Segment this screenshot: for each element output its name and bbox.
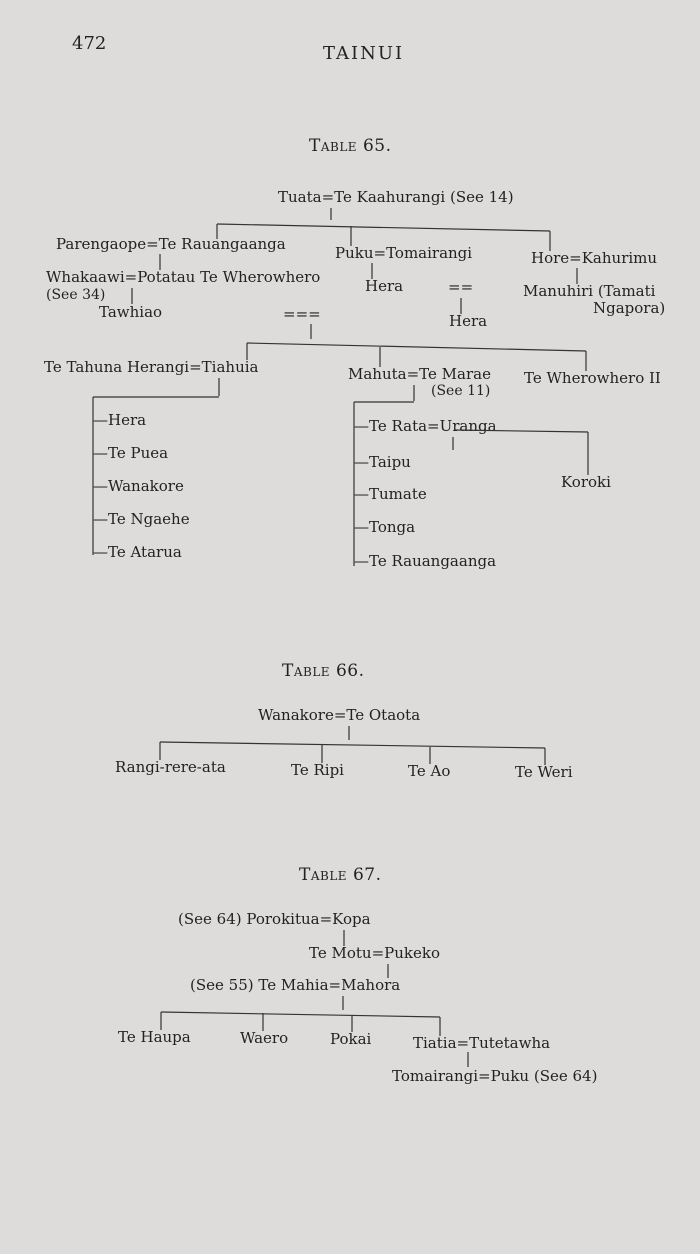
t65-left-child: —Hera <box>93 411 147 429</box>
t65-right-child: —Tumate <box>354 485 427 503</box>
t65-left-child: —Te Ngaehe <box>93 510 190 528</box>
t65-right-child: —Te Rauangaanga <box>354 552 497 570</box>
t67-child: Waero <box>240 1029 289 1047</box>
t65-hore: Hore=Kahurimu <box>531 249 658 267</box>
t65-manuhiri1: Manuhiri (Tamati <box>523 282 656 300</box>
t65-left-child: —Wanakore <box>93 477 184 495</box>
t67-child: Pokai <box>330 1030 372 1048</box>
t66-child: Te Weri <box>515 763 573 781</box>
t65-parengaope: Parengaope=Te Rauangaanga <box>56 235 286 253</box>
t65-puku: Puku=Tomairangi <box>335 244 473 262</box>
t66-child: Te Ripi <box>291 761 344 779</box>
t67-tomairangi: Tomairangi=Puku (See 64) <box>392 1067 598 1085</box>
t65-root: Tuata=Te Kaahurangi (See 14) <box>278 188 514 206</box>
table-66-title: Table 66. <box>282 661 365 681</box>
t66-child: Te Ao <box>408 762 451 780</box>
t67-child: Te Haupa <box>118 1028 191 1046</box>
t67-mahia: (See 55) Te Mahia=Mahora <box>190 976 401 994</box>
t65-left-child: —Te Atarua <box>93 543 182 561</box>
t65-see11: (See 11) <box>431 383 491 399</box>
t67-root: (See 64) Porokitua=Kopa <box>178 910 371 928</box>
table-65-title: Table 65. <box>309 136 392 156</box>
t65-tetahuna: Te Tahuna Herangi=Tiahuia <box>44 358 259 376</box>
t66-child: Rangi-rere-ata <box>115 758 226 776</box>
t65-eq1: == <box>448 278 474 296</box>
t65-eq2: === <box>283 305 321 323</box>
t65-right-child: —Tonga <box>354 518 416 536</box>
t65-right-child: —Taipu <box>354 453 411 471</box>
t65-left-child: —Te Puea <box>93 444 169 462</box>
t65-manuhiri2: Ngapora) <box>593 299 666 317</box>
t65-wherowhero2: Te Wherowhero II <box>524 369 661 387</box>
t65-right-child: —Te Rata=Uranga <box>354 417 497 435</box>
t65-see34: (See 34) <box>46 287 106 303</box>
t65-hera1: Hera <box>365 277 404 295</box>
t65-hera2: Hera <box>449 312 488 330</box>
page-number: 472 <box>72 33 107 54</box>
t65-tawhiao: Tawhiao <box>99 303 163 321</box>
table-67-title: Table 67. <box>299 865 382 885</box>
t67-motu: Te Motu=Pukeko <box>309 944 440 962</box>
running-title: TAINUI <box>323 43 405 64</box>
t65-mahuta: Mahuta=Te Marae <box>348 365 491 383</box>
t67-child: Tiatia=Tutetawha <box>413 1034 551 1052</box>
t66-root: Wanakore=Te Otaota <box>258 706 421 724</box>
t65-koroki: Koroki <box>561 473 611 491</box>
t65-whakaawi: Whakaawi=Potatau Te Wherowhero <box>46 268 321 286</box>
